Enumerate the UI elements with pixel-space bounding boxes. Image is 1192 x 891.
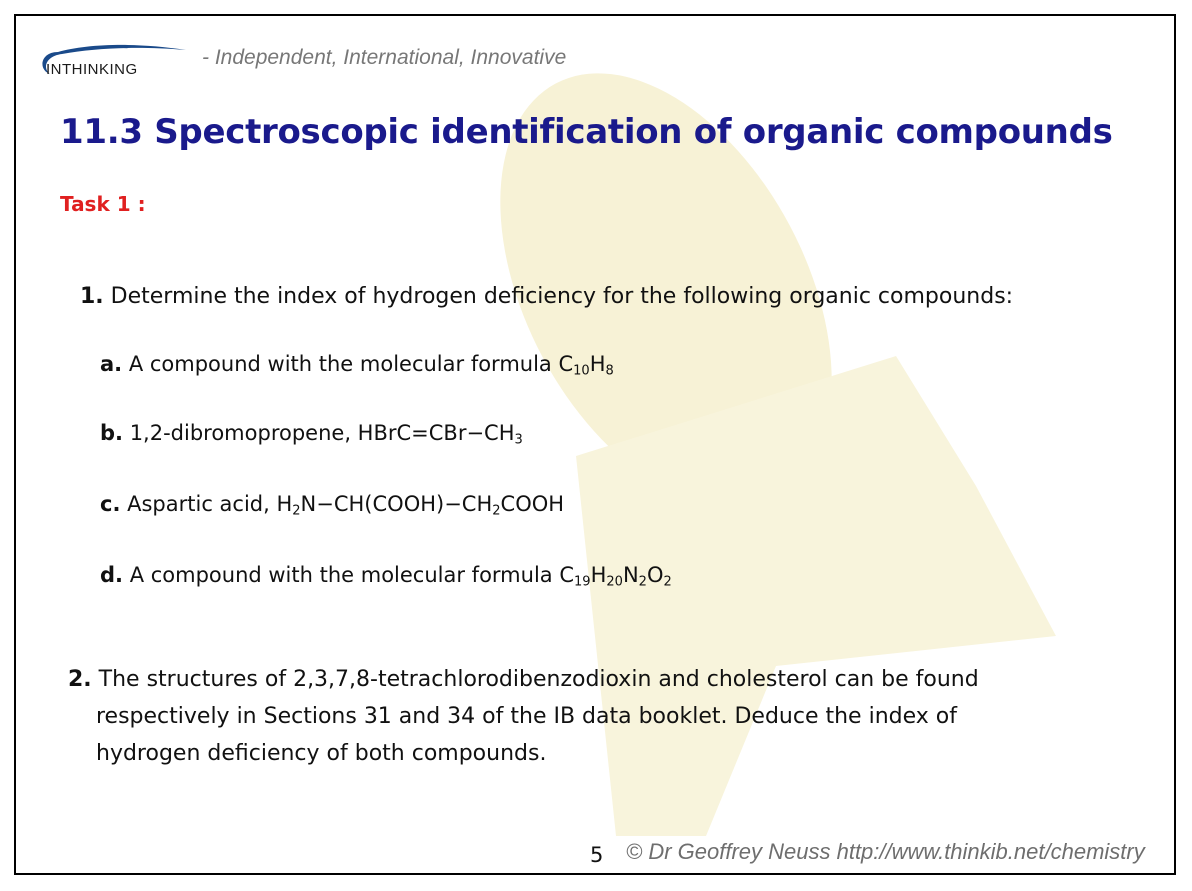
slide-title: 11.3 Spectroscopic identification of organic compounds <box>60 112 1113 152</box>
slide <box>14 14 1176 875</box>
question-2-line-2: respectively in Sections 31 and 34 of the IB data booklet. Deduce the index of <box>96 704 957 729</box>
formula-c19h20n2o2: $C_{19}H_{20}N_2O_2$ <box>559 563 672 590</box>
question-1a-label: a. <box>100 352 123 376</box>
formula-c10h8: $C_{10}H_8$ <box>558 352 614 379</box>
tagline: - Independent, International, Innovative <box>202 46 567 69</box>
question-1b-text: 1,2-dibromopropene, HBrC=CBr−CH <box>123 421 515 445</box>
question-1a-text: A compound with the molecular formula <box>122 352 559 376</box>
logo-text: INTHINKING <box>46 61 138 78</box>
inthinking-logo <box>36 38 206 78</box>
question-1c-label: c. <box>100 492 121 516</box>
question-2 <box>68 661 1138 772</box>
task-label: Task 1 : <box>60 192 146 216</box>
question-1c: c. Aspartic acid, $H_2N-CH(COOH)-CH_2COOH$ <box>100 492 565 519</box>
question-1d-text: A compound with the molecular formula <box>123 563 560 587</box>
question-1-text: Determine the index of hydrogen deficiency for the following organic compounds: <box>103 284 1014 309</box>
question-2-line-3: hydrogen deficiency of both compounds. <box>96 741 547 766</box>
question-1b: b. 1,2-dibromopropene, $HBrC=CBr-CH_3$ <box>100 421 523 448</box>
question-2-line-1: The structures of 2,3,7,8-tetrachlorodibenzodioxin and cholesterol can be found <box>91 667 979 692</box>
question-1b-label: b. <box>100 421 124 445</box>
question-1d <box>100 563 672 590</box>
question-2-number: 2. <box>68 667 92 692</box>
question-1a <box>100 352 614 379</box>
copyright: © Dr Geoffrey Neuss http://www.thinkib.net/chemistry <box>626 839 1145 864</box>
question-1-number: 1. <box>80 284 104 309</box>
question-1 <box>80 284 1013 309</box>
page-number: 5 <box>590 843 604 867</box>
question-1d-label: d. <box>100 563 124 587</box>
